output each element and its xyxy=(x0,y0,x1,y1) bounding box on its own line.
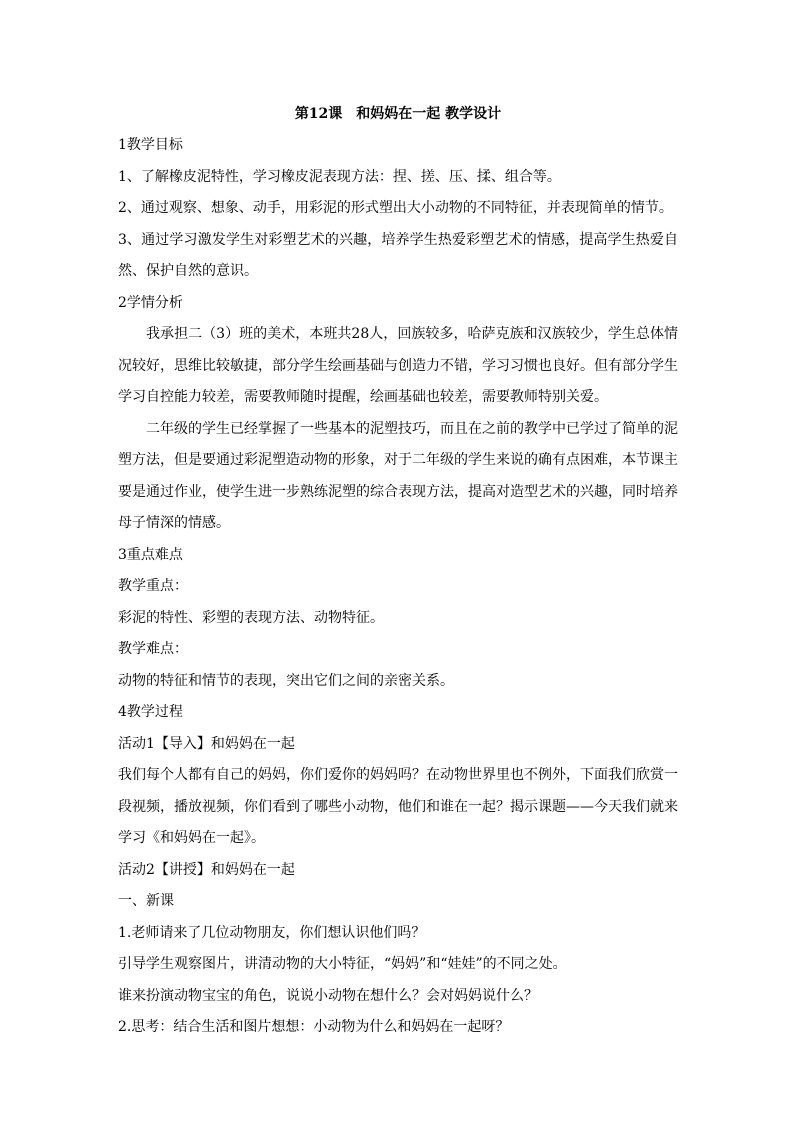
objective-3: 3、通过学习激发学生对彩塑艺术的兴趣，培养学生热爱彩塑艺术的情感，提高学生热爱自然、保护自然的意识。 xyxy=(118,231,678,279)
analysis-paragraph-2: 二年级的学生已经掌握了一些基本的泥塑技巧，而且在之前的教学中已学过了简单的泥塑方法，但是要通过彩泥塑造动物的形象，对于二年级的学生来说的确有点困难，本节课主要是通过作业，使学生进一步熟练泥塑的综合表现方法，提高对造型艺术的兴趣，同时培养母子情深的情感。 xyxy=(118,420,678,531)
activity-1-paragraph: 我们每个人都有自己的妈妈，你们爱你的妈妈吗？在动物世界里也不例外，下面我们欣赏一段视频，播放视频，你们看到了哪些小动物，他们和谁在一起？揭示课题——今天我们就来学习《和妈妈在一起》。 xyxy=(118,767,678,846)
document-title: 第12课 和妈妈在一起 教学设计 xyxy=(294,106,502,122)
key-point-label: 教学重点： xyxy=(118,578,188,594)
objective-1: 1、了解橡皮泥特性，学习橡皮泥表现方法：捏、搓、压、揉、组合等。 xyxy=(118,168,561,185)
analysis-paragraph-1: 我承担二（3）班的美术，本班共28人，回族较多，哈萨克族和汉族较少，学生总体情况较好，思维比较敏捷，部分学生绘画基础与创造力不错，学习习惯也良好。但有部分学生学习自控能力较差，需要教师随时提醒，绘画基础也较差，需要教师特别关爱。 xyxy=(118,326,678,405)
step-1-guidance: 引导学生观察图片，讲清动物的大小特征，“妈妈”和“娃娃”的不同之处。 xyxy=(118,956,567,972)
activity-2-heading: 活动2【讲授】和妈妈在一起 xyxy=(118,861,295,878)
step-1-role-play: 谁来扮演动物宝宝的角色，说说小动物在想什么？会对妈妈说什么？ xyxy=(118,987,538,1004)
difficulty-text: 动物的特征和情节的表现，突出它们之间的亲密关系。 xyxy=(118,672,454,689)
section-heading-analysis: 2学情分析 xyxy=(118,294,183,311)
step-1: 1.老师请来了几位动物朋友，你们想认识他们吗？ xyxy=(118,924,426,941)
objective-2: 2、通过观察、想象、动手，用彩泥的形式塑出大小动物的不同特征，并表现简单的情节。 xyxy=(118,200,673,216)
difficulty-label: 教学难点： xyxy=(118,641,188,657)
document-page xyxy=(118,100,678,1044)
key-point-text: 彩泥的特性、彩塑的表现方法、动物特征。 xyxy=(118,609,384,626)
section-heading-objectives: 1教学目标 xyxy=(118,137,183,153)
section-heading-key-points: 3重点难点 xyxy=(118,546,183,563)
activity-1-heading: 活动1【导入】和妈妈在一起 xyxy=(118,735,295,752)
step-2: 2.思考：结合生活和图片想想：小动物为什么和妈妈在一起呀？ xyxy=(118,1019,510,1035)
section-heading-process: 4教学过程 xyxy=(118,704,183,720)
new-lesson-heading: 一、新课 xyxy=(118,893,174,909)
